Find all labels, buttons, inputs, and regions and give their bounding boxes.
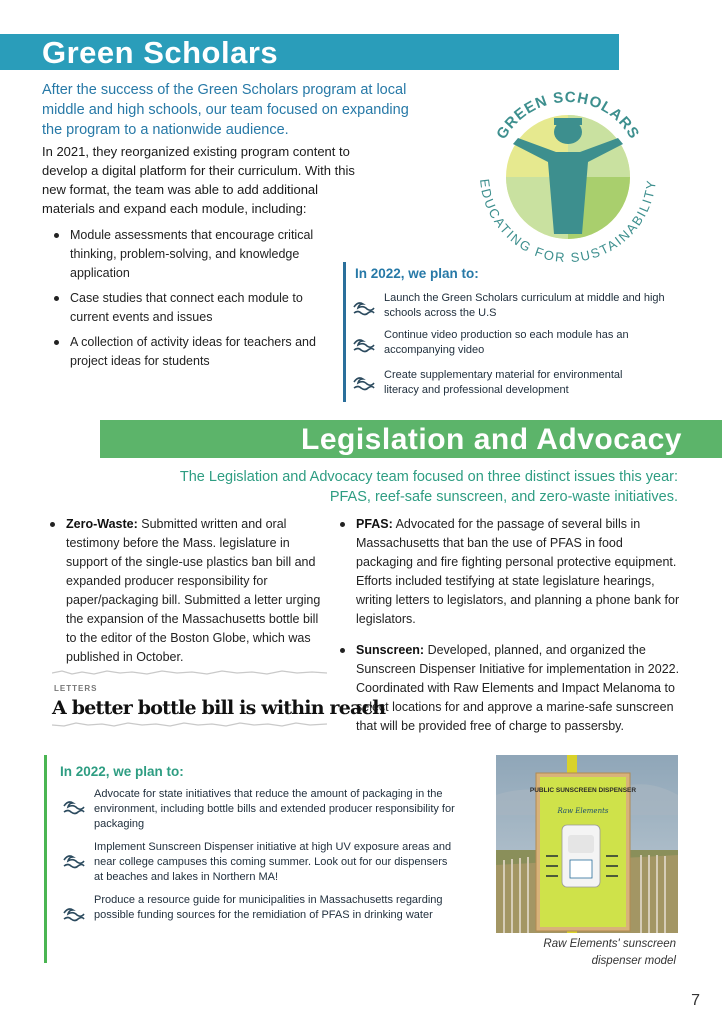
plan-divider [44,755,47,963]
clipping-headline: A better bottle bill is within reach [52,697,386,719]
sign-title: PUBLIC SUNSCREEN DISPENSER [529,787,637,794]
list-item: Module assessments that encourage critical thinking, problem-solving, and knowledge application [50,226,335,283]
list-item [336,641,681,736]
zero-waste-label: Zero-Waste: [66,517,138,531]
pfas-sunscreen-list [336,515,681,748]
plan-item: Produce a resource guide for municipalities in Massachusetts regarding possible funding sources for the remidiation of PFAS in drinking water [94,894,443,921]
plan-item: Advocate for state initiatives that reduce the amount of packaging in the environment, including bottle bills and extended producer responsibility for packaging [94,788,455,830]
green-scholars-title: Green Scholars [42,35,279,70]
sunscreen-label: Sunscreen: [356,643,425,657]
wave-icon [62,851,86,869]
plan-heading: In 2022, we plan to: [355,266,479,281]
plan-item: Continue video production so each module has an accompanying video [384,329,629,356]
zero-waste-list [46,515,321,667]
green-scholars-intro: After the success of the Green Scholars program at local middle and high schools, our team focused on expanding the program to a nationwide audience. [42,82,409,138]
sunscreen-dispenser-photo [496,755,678,933]
page-number: 7 [691,992,700,1009]
green-scholars-body: In 2021, they reorganized existing program content to develop a digital platform for their curriculum. With this new format, the team was able to add additional materials and expand each module, including: [42,144,355,216]
pfas-label: PFAS: [356,517,393,531]
zero-waste-text: Submitted written and oral testimony before the Mass. legislature in support of the single-use plastics ban bill and expanded producer responsibility for paper/packaging bill. Submitted a letter urging the expansion of the Massachusetts bottle bill to the editor of the Boston Globe, which was published in October. [66,517,321,664]
wave-icon [352,335,376,353]
wave-icon [352,373,376,391]
list-item: A collection of activity ideas for teachers and project ideas for students [50,333,335,371]
plan-divider [343,262,346,402]
plan-item: Implement Sunscreen Dispenser initiative at high UV exposure areas and near college campuses this coming summer. Look out for our dispensers at beaches and lakes in Northern MA! [94,841,452,883]
legislation-intro: The Legislation and Advocacy team focused on three distinct issues this year: PFAS, reef-safe sunscreen, and zero-waste initiatives. [179,469,678,505]
list-item [336,515,681,629]
torn-edge-bottom [52,722,327,728]
sunscreen-text: Developed, planned, and organized the Sunscreen Dispenser Initiative for implementation in 2022. Coordinated with Raw Elements and Impact Melanoma to select locations for and approve a marine-safe sunscreen that will be provided free of charge to passersby. [356,643,680,733]
plan-item: Create supplementary material for environmental literacy and professional development [384,369,623,396]
list-item [46,515,321,667]
photo-caption: Raw Elements' sunscreen dispenser model [543,938,676,967]
plan-item: Launch the Green Scholars curriculum at middle and high schools across the U.S [384,292,665,319]
logo-bottom-text: EDUCATING FOR SUSTAINABILITY [477,178,659,266]
list-item: Case studies that connect each module to current events and issues [50,289,335,327]
clipping-label: LETTERS [54,684,98,693]
plan-heading: In 2022, we plan to: [60,764,184,779]
green-scholars-logo [468,74,668,274]
green-scholars-bullets [50,226,335,377]
logo-top-text: GREEN SCHOLARS [493,88,643,143]
wave-icon [62,797,86,815]
legislation-title: Legislation and Advocacy [301,423,682,456]
pfas-text: Advocated for the passage of several bills in Massachusetts that ban the use of PFAS in food packaging and fire fighting personal protective equipment. Efforts included testifying at state legislature hearings, writing letters to legislators, and planning a phone bank for legislators. [356,517,680,626]
sign-brand: Raw Elements [557,807,609,815]
wave-icon [62,904,86,922]
wave-icon [352,298,376,316]
torn-edge-top [52,670,327,676]
